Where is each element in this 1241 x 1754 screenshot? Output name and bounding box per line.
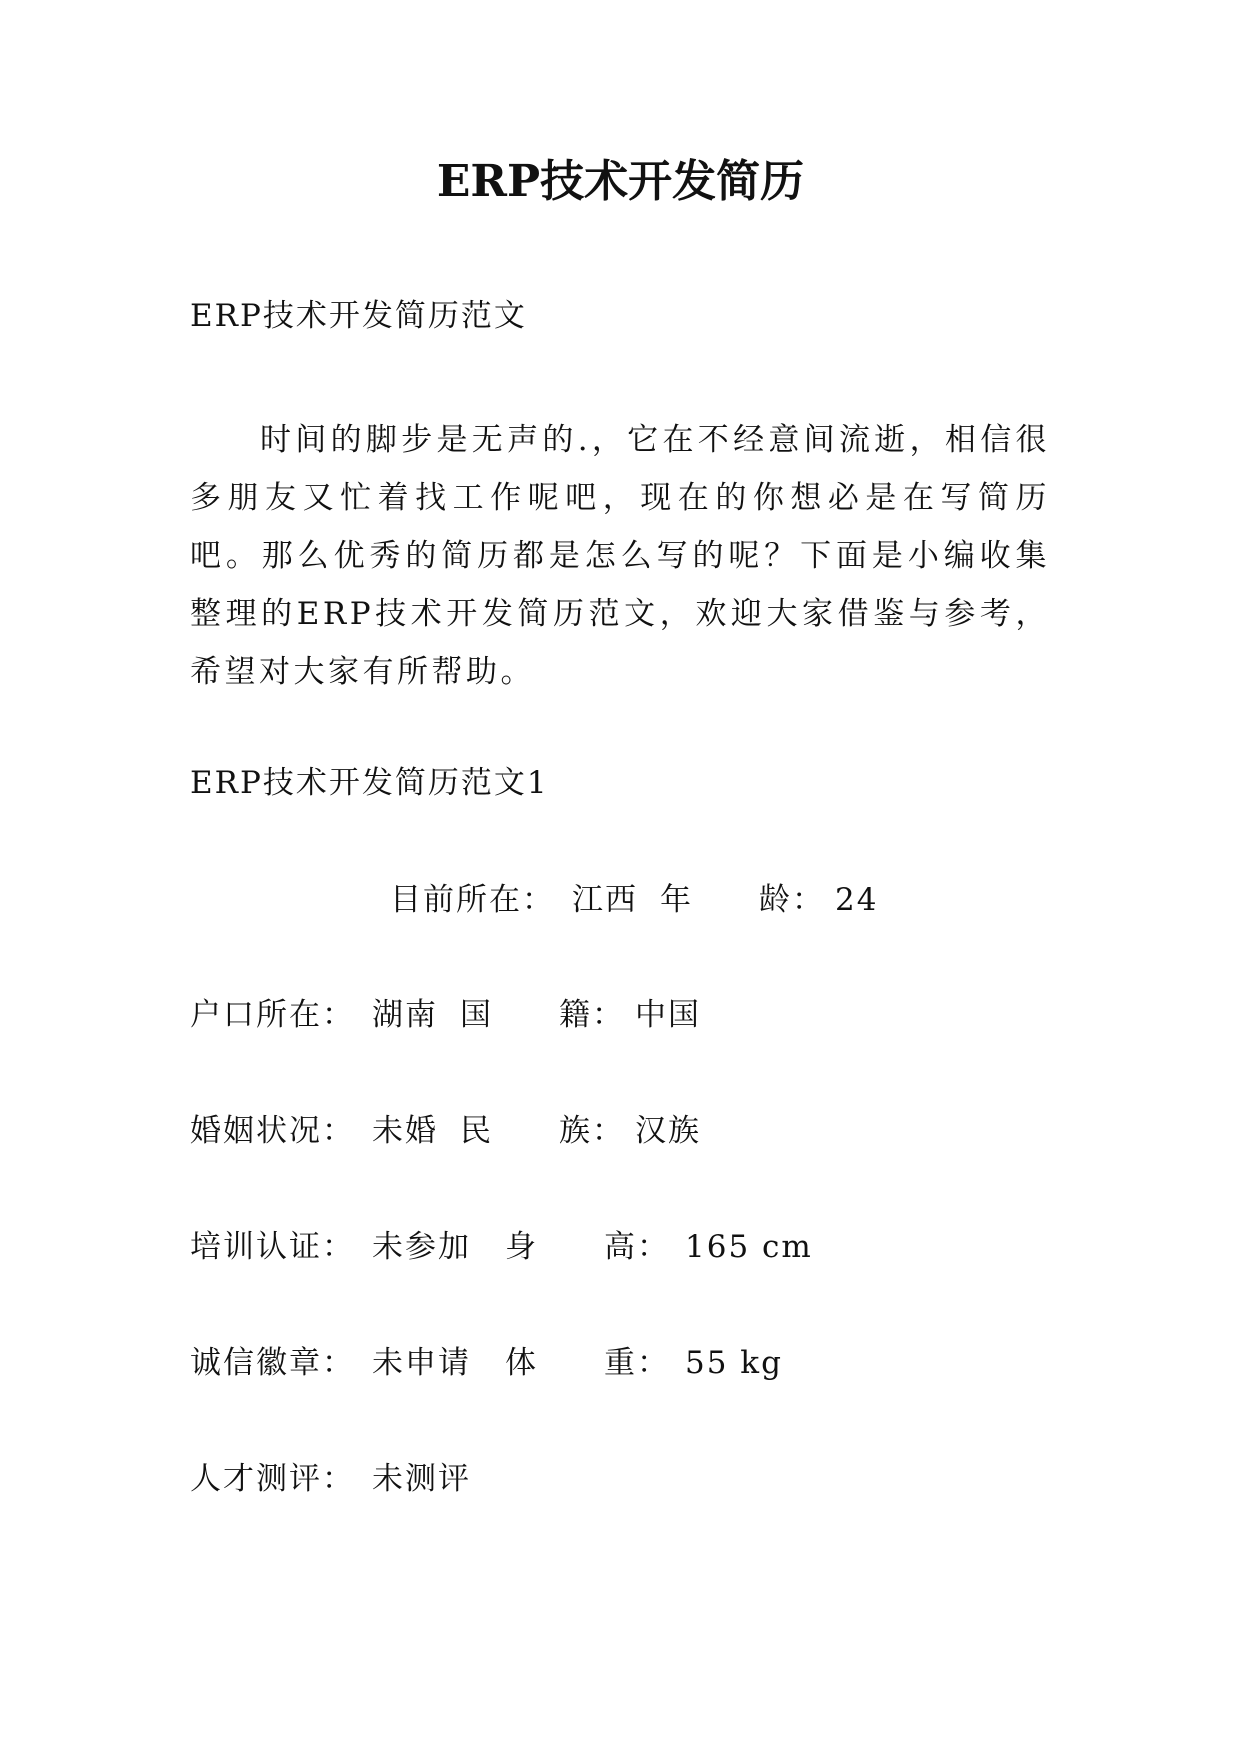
weight-label: 体 重： (505, 1345, 670, 1381)
height-label: 身 高： (505, 1229, 670, 1265)
talent-label: 人才测评： (190, 1461, 355, 1497)
nationality-label: 国 籍： (460, 997, 625, 1033)
hukou-value: 湖南 (372, 997, 438, 1033)
ethnicity-value: 汉族 (635, 1113, 701, 1149)
training-label: 培训认证： (190, 1229, 355, 1265)
age-value: 24 (835, 882, 879, 918)
training-value: 未参加 (372, 1229, 471, 1265)
location-value: 江西 (572, 882, 638, 918)
ethnicity-label: 民 族： (460, 1113, 625, 1149)
location-label: 目前所在： (390, 882, 555, 918)
nationality-value: 中国 (635, 997, 701, 1033)
document-subtitle: ERP技术开发简历范文 (190, 298, 527, 334)
height-value: 165 cm (685, 1229, 813, 1265)
marital-label: 婚姻状况： (190, 1113, 355, 1149)
badge-value: 未申请 (372, 1345, 471, 1381)
talent-value: 未测评 (372, 1461, 471, 1497)
weight-value: 55 kg (685, 1345, 783, 1381)
page-title: ERP技术开发简历 (436, 156, 805, 207)
badge-label: 诚信徽章： (190, 1345, 355, 1381)
section-heading: ERP技术开发简历范文1 (190, 765, 549, 801)
intro-paragraph: 时间的脚步是无声的.，它在不经意间流逝，相信很多朋友又忙着找工作呢吧，现在的你想必是在写简历吧。那么优秀的简历都是怎么写的呢？下面是小编收集整理的ERP技术开发简历范文，欢迎大家借鉴与参考，希望对大家有所帮助。 (190, 422, 1050, 690)
hukou-label: 户口所在： (190, 997, 355, 1033)
marital-value: 未婚 (372, 1113, 438, 1149)
age-label: 年 龄： (660, 882, 825, 918)
